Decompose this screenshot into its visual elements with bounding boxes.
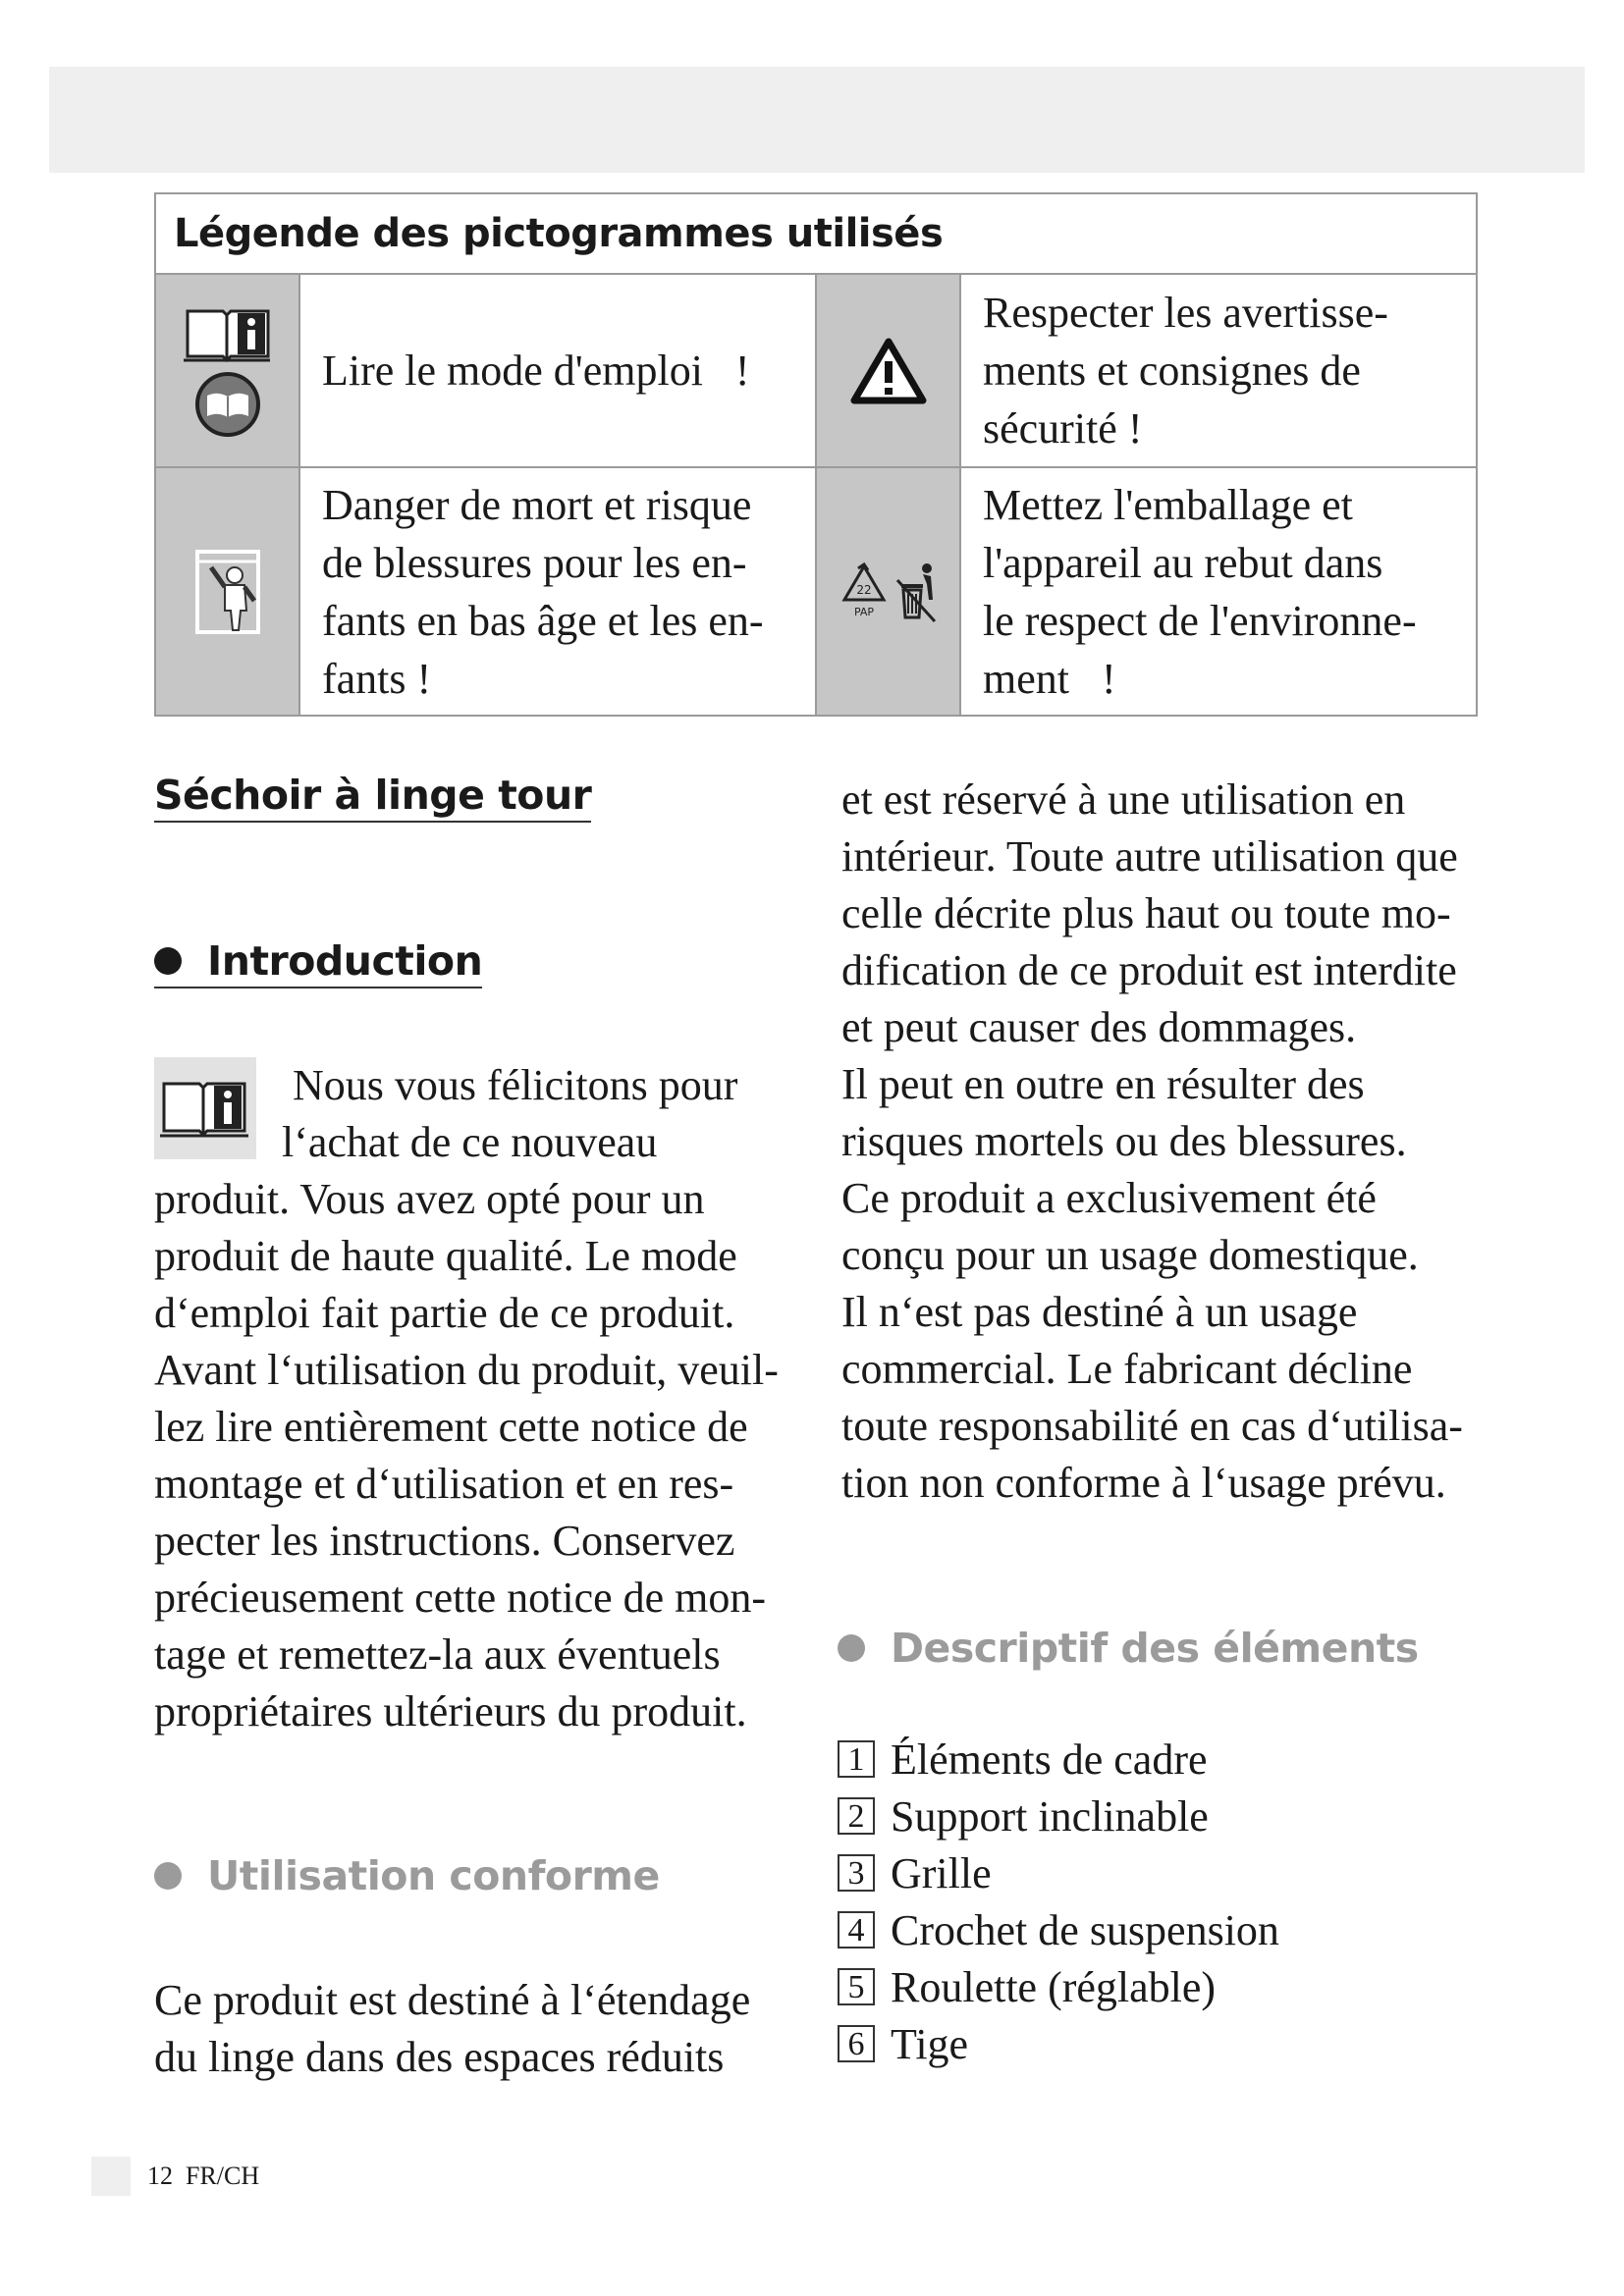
pictogram-legend-table xyxy=(154,192,1478,717)
bullet-dot xyxy=(838,1634,865,1662)
item-label: Support inclinable xyxy=(891,1791,1209,1841)
header-band xyxy=(49,67,1585,173)
legend-row xyxy=(156,275,1476,468)
utilisation-body-right: et est réservé à une utilisation en intérieur. Toute autre utilisation que celle décrite plus haut ou toute mo- dification de ce produit est interdite et peut causer des dommages. Il peut en outre en résulter des risques mortels ou des blessures. Ce produit a exclusivement été conçu pour un usage domestique. Il n‘est pas destiné à un usage commercial. Le fabricant décline toute responsabilité en cas d‘utilisa- tion non conforme à l‘usage prévu. xyxy=(841,775,1463,1507)
item-number: 4 xyxy=(838,1911,875,1949)
utilisation-body-left: Ce produit est destiné à l‘étendage du linge dans des espaces réduits xyxy=(154,1976,751,2081)
item-label: Roulette (réglable) xyxy=(891,1962,1217,2011)
utilisation-heading-text: Utilisation conforme xyxy=(207,1852,660,1899)
descriptif-heading xyxy=(838,1625,1419,1672)
list-item xyxy=(838,1788,1279,1844)
page-title: Séchoir à linge tour xyxy=(154,772,591,823)
recycle-label: PAP xyxy=(853,605,874,618)
item-label: Grille xyxy=(891,1848,992,1897)
list-item xyxy=(838,1731,1279,1788)
list-item xyxy=(838,1901,1279,1958)
page-footer xyxy=(147,2162,259,2191)
legend-icon-cell xyxy=(817,468,961,715)
legend-row xyxy=(156,468,1476,715)
legend-title: Légende des pictogrammes utilisés xyxy=(156,194,1476,275)
legend-text-disposal xyxy=(961,468,1476,715)
warning-triangle-icon xyxy=(849,336,928,406)
legend-icon-cell xyxy=(156,468,300,715)
item-number: 5 xyxy=(838,1968,875,2005)
utilisation-heading xyxy=(154,1852,660,1899)
legend-text: Respecter les avertisse- ments et consignes de sécurité ! xyxy=(983,289,1388,453)
list-item xyxy=(838,1958,1279,2015)
read-manual-icon xyxy=(160,1076,250,1141)
info-icon-box xyxy=(154,1057,256,1159)
read-manual-icon xyxy=(184,303,272,364)
legend-text: Danger de mort et risque de blessures pour les en- fants en bas âge et les en- fants ! xyxy=(322,480,764,703)
descriptif-heading-text: Descriptif des éléments xyxy=(891,1625,1419,1672)
item-label: Éléments de cadre xyxy=(891,1735,1208,1784)
bullet-dot xyxy=(154,1862,182,1890)
introduction-heading xyxy=(154,937,482,988)
item-number: 6 xyxy=(838,2025,875,2062)
bullet-dot xyxy=(154,947,182,975)
item-number: 1 xyxy=(838,1740,875,1778)
recycle-number: 22 xyxy=(855,582,872,597)
footer-marker xyxy=(91,2157,131,2196)
item-number: 2 xyxy=(838,1797,875,1835)
list-item xyxy=(838,2015,1279,2072)
item-label: Tige xyxy=(891,2019,969,2068)
introduction-lead: Nous vous félicitons pour l‘achat de ce nouveau xyxy=(282,1061,738,1166)
page-number: 12 xyxy=(147,2162,173,2190)
legend-text: Lire le mode d'emploi ! xyxy=(322,347,750,395)
trash-bin-icon xyxy=(895,561,939,623)
parts-list xyxy=(838,1731,1279,2072)
item-number: 3 xyxy=(838,1854,875,1892)
legend-text: Mettez l'emballage et l'appareil au rebut dans le respect de l'environne- ment ! xyxy=(983,480,1417,703)
book-circle-icon xyxy=(193,370,262,439)
item-label: Crochet de suspension xyxy=(891,1905,1279,1954)
child-danger-icon xyxy=(193,548,262,636)
introduction-body: produit. Vous avez opté pour un produit de haute qualité. Le mode d‘emploi fait partie de ce produit. Avant l‘utilisation du produit, veuil- lez lire entièrement cette notice de montage et d‘utilisation et en res- pecter les instructions. Conservez précieusement cette notice de mon- tage et remettez-la aux éventuels propriétaires ultérieurs du produit. xyxy=(154,1175,779,1735)
legend-icon-cell xyxy=(156,275,300,466)
recycling-icon xyxy=(839,561,890,623)
legend-text-child-danger xyxy=(300,468,817,715)
legend-text-safety xyxy=(961,275,1476,466)
list-item xyxy=(838,1844,1279,1901)
legend-icon-cell xyxy=(817,275,961,466)
introduction-heading-text: Introduction xyxy=(207,937,483,985)
legend-text-read-manual xyxy=(300,275,817,466)
language-code: FR/CH xyxy=(186,2162,260,2190)
